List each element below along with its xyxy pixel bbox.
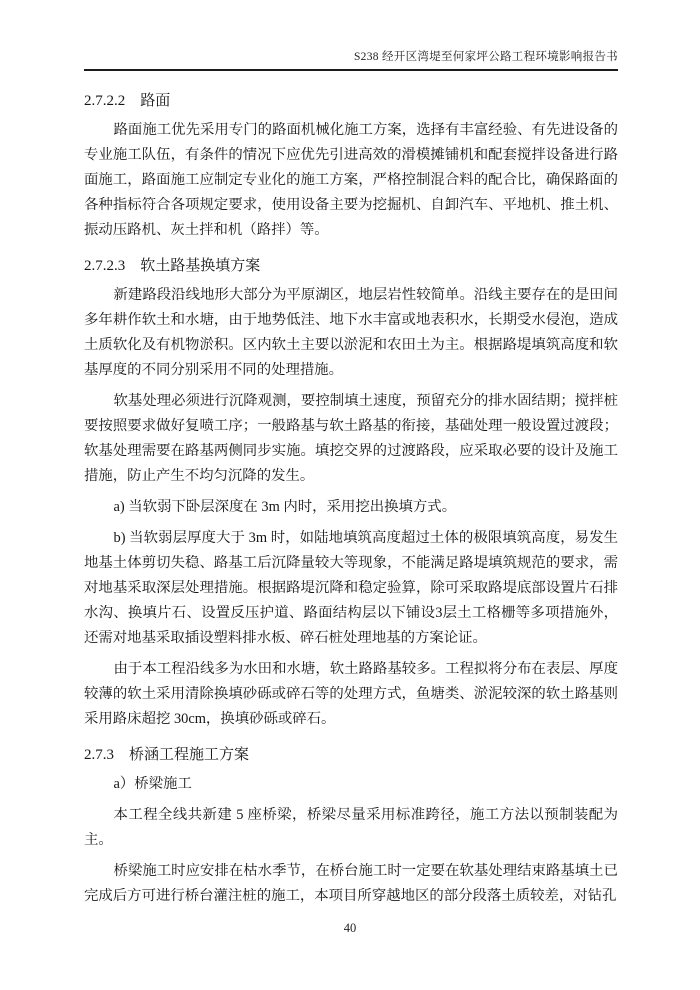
section-heading-2.7.2.3: 2.7.2.3 软土路基换填方案 <box>84 258 261 274</box>
list-item-a-excavation-replacement: a) 当软弱下卧层深度在 3m 内时，采用挖出换填方式。 <box>113 499 457 515</box>
page-footer <box>0 921 700 936</box>
document-body <box>84 91 618 909</box>
header-title: S238 经开区湾堤至何家坪公路工程环境影响报告书 <box>353 51 618 63</box>
section-heading-2.7.3: 2.7.3 桥涵工程施工方案 <box>84 747 250 763</box>
paragraph-bridge-overview: 本工程全线共新建 5 座桥梁，桥梁尽量采用标准跨径，施工方法以预制装配为主。 <box>84 807 618 848</box>
list-item-a-bridge-construction: a）桥梁施工 <box>113 776 192 792</box>
paragraph-soft-foundation-treatment: 软基处理必须进行沉降观测，要控制填土速度，预留充分的排水固结期；搅拌桩要按照要求做好复喷工序；一般路基与软土路基的衔接，基础处理一般设置过渡段；软基处理需要在路基两侧同步实施。填挖交界的过渡路段，应采取必要的设计及施工措施，防止产生不均匀沉降的发生。 <box>84 393 618 484</box>
paragraph-pavement-construction: 路面施工优先采用专门的路面机械化施工方案，选择有丰富经验、有先进设备的专业施工队伍，有条件的情况下应优先引进高效的滑模摊铺机和配套搅拌设备进行路面施工，路面施工应制定专业化的施工方案，严格控制混合料的配合比，确保路面的各种指标符合各项规定要求，使用设备主要为挖掘机、自卸汽车、平地机、推土机、振动压路机、灰土拌和机（路拌）等。 <box>84 122 618 238</box>
paragraph-terrain-description: 新建路段沿线地形大部分为平原湖区，地层岩性较简单。沿线主要存在的是田间多年耕作软土和水塘，由于地势低洼、地下水丰富或地表积水，长期受水侵泡，造成土质软化及有机物淤积。区内软土主要以淤泥和农田土为主。根据路堤填筑高度和软基厚度的不同分别采用不同的处理措施。 <box>84 287 618 378</box>
paragraph-replacement-scheme: 由于本工程沿线多为水田和水塘，软土路路基较多。工程拟将分布在表层、厚度较薄的软土采用清除换填砂砾或碎石等的处理方式，鱼塘类、淤泥较深的软土路基则采用路床超挖 30cm，换填砂砾或碎石。 <box>84 661 618 727</box>
page-header <box>84 50 618 71</box>
paragraph-bridge-season: 桥梁施工时应安排在枯水季节，在桥台施工时一定要在软基处理结束路基填土已完成后方可进行桥台灌注桩的施工，本项目所穿越地区的部分段落土质较差，对钻孔 <box>84 863 618 904</box>
section-heading-2.7.2.2: 2.7.2.2 路面 <box>84 93 171 109</box>
list-item-b-deep-treatment: b) 当软弱层厚度大于 3m 时，如陆地填筑高度超过土体的极限填筑高度，易发生地基土体剪切失稳、路基工后沉降量较大等现象，不能满足路堤填筑规范的要求，需对地基采取深层处理措施。根据路堤沉降和稳定验算，除可采取路堤底部设置片石排水沟、换填片石、设置反压护道、路面结构层以下铺设3层土工格栅等多项措施外，还需对地基采取插设塑料排水板、碎石桩处理地基的方案论证。 <box>84 530 618 646</box>
page-number: 40 <box>343 921 357 935</box>
